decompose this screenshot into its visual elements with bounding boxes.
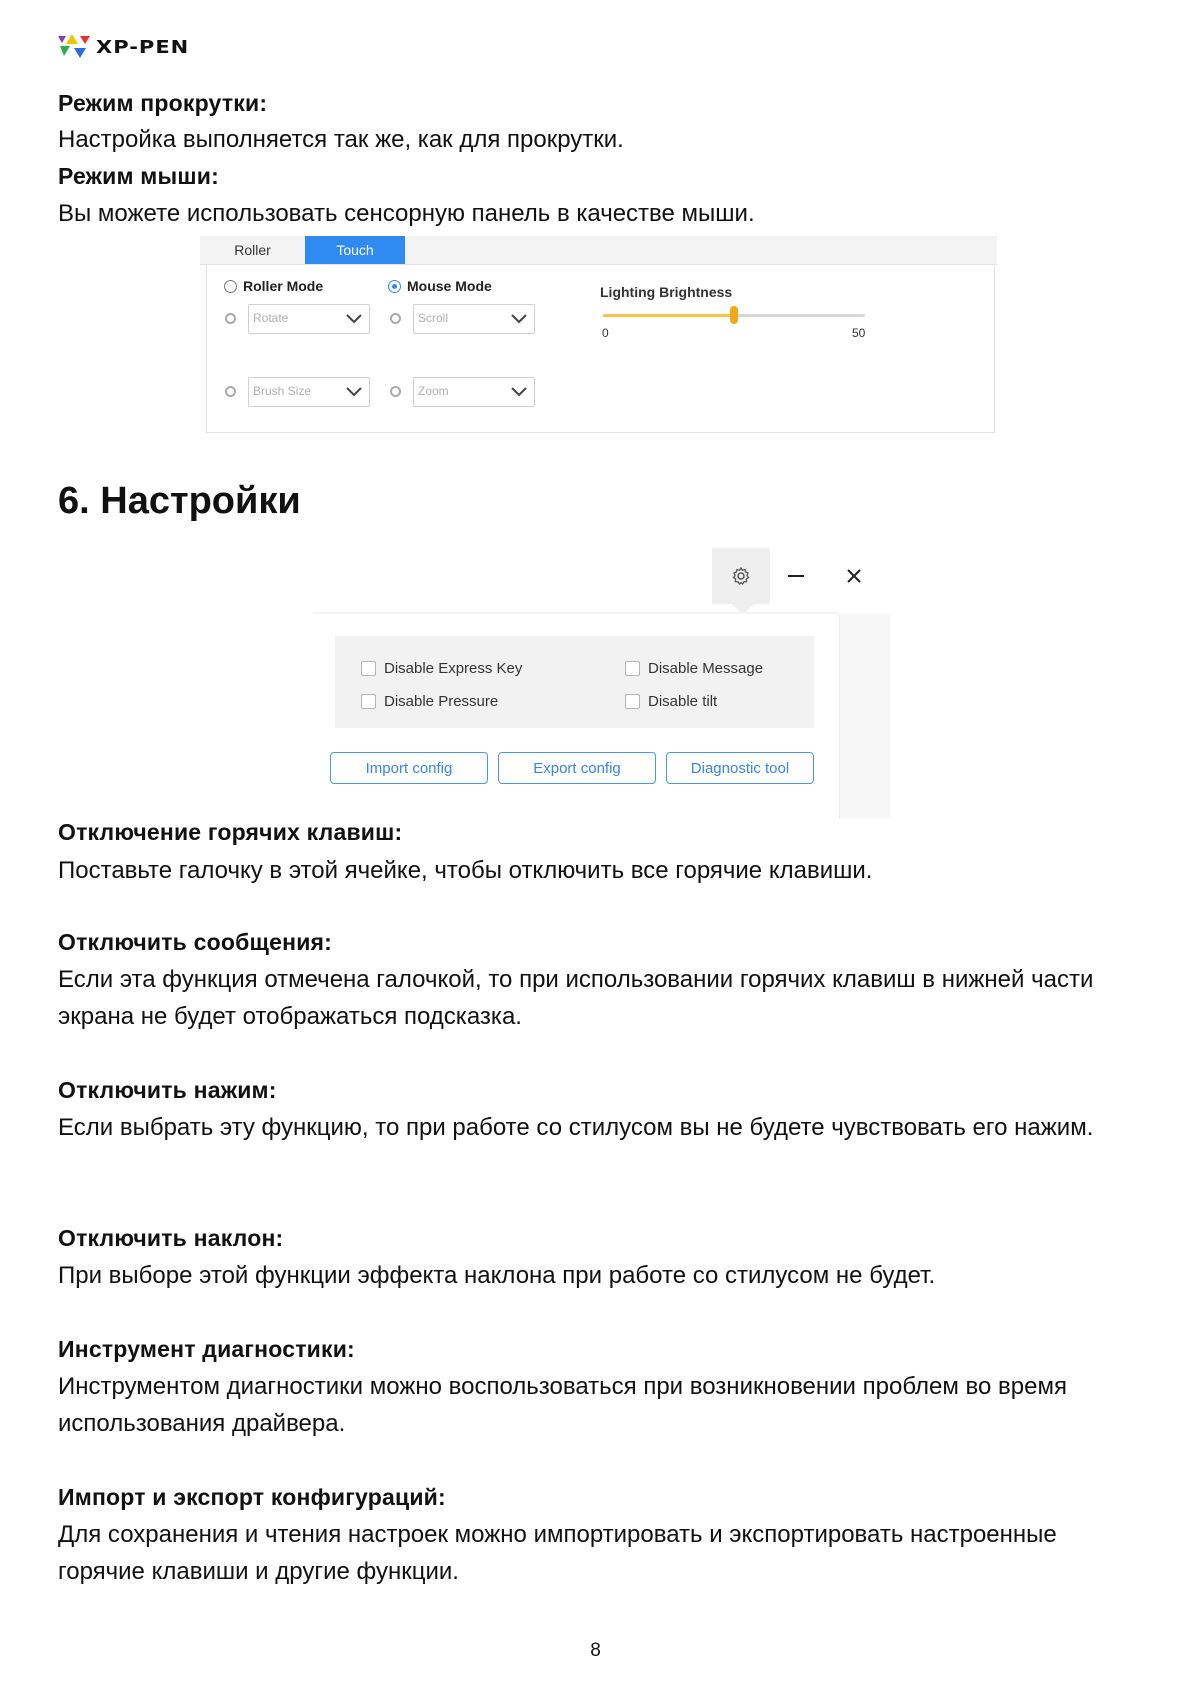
window-side-panel [839,614,890,818]
gear-icon [731,566,751,586]
radio-selected-icon [388,280,401,293]
diagnostic-text: Инструментом диагностики можно воспользоваться при возникновении проблем во время использования драйвера. [58,1373,1067,1437]
lighting-brightness-slider[interactable] [603,314,865,317]
xp-pen-logo-icon [58,32,92,62]
select-value: Zoom [418,384,449,398]
pressure-heading: Отключить нажим: [58,1077,277,1103]
disable-message-checkbox[interactable] [625,660,763,677]
settings-popover [313,614,839,818]
slider-max-label: 50 [852,326,866,340]
scroll-select[interactable] [413,304,535,334]
page-number: 8 [590,1640,601,1661]
mouse-mode-radio[interactable] [388,278,492,294]
option-dot-icon [390,313,401,324]
settings-button[interactable] [712,548,770,604]
select-value: Brush Size [253,384,312,398]
touch-settings-panel [200,236,997,436]
express-key-text: Поставьте галочку в этой ячейке, чтобы отключить все горячие клавиши. [58,857,873,884]
tab-roller[interactable]: Roller [234,242,271,258]
option-dot-icon [225,386,236,397]
message-text: Если эта функция отмечена галочкой, то при использовании горячих клавиш в нижней части экрана не будет отображаться подсказка. [58,966,1094,1030]
option-dot-icon [225,313,236,324]
close-icon [845,567,863,585]
chevron-down-icon [511,314,527,324]
slider-fill [603,314,734,317]
settings-window [313,548,889,818]
import-export-text: Для сохранения и чтения настроек можно импортировать и экспортировать настроенные горячие клавиши и другие функции. [58,1521,1057,1585]
mouse-mode-text: Вы можете использовать сенсорную панель в качестве мыши. [58,200,755,227]
checkbox-label: Disable Message [648,660,764,677]
checkbox-icon [361,694,376,709]
window-controls [313,548,889,604]
export-config-button[interactable]: Export config [498,752,656,784]
checkbox-icon [361,661,376,676]
scroll-mode-text: Настройка выполняется так же, как для прокрутки. [58,126,624,153]
checkbox-label: Disable tilt [648,693,718,710]
checkbox-icon [625,694,640,709]
chevron-down-icon [346,387,362,397]
select-value: Rotate [253,311,289,325]
disable-pressure-checkbox[interactable] [361,693,498,710]
zoom-select[interactable] [413,377,535,407]
option-dot-icon [390,386,401,397]
roller-mode-radio[interactable] [224,278,323,294]
brush-size-select[interactable] [248,377,370,407]
slider-min-label: 0 [602,326,609,340]
checkbox-label: Disable Pressure [384,693,499,710]
chevron-down-icon [346,314,362,324]
settings-options [335,636,814,728]
mouse-mode-heading: Режим мыши: [58,163,219,189]
message-heading: Отключить сообщения: [58,929,333,955]
mouse-mode-label: Mouse Mode [407,278,492,294]
pressure-text: Если выбрать эту функцию, то при работе со стилусом вы не будете чувствовать его нажим. [58,1114,1094,1141]
minimize-icon [787,567,805,585]
minimize-button[interactable] [767,548,825,604]
slider-handle[interactable] [730,306,738,324]
express-key-heading: Отключение горячих клавиш: [58,819,403,845]
checkbox-icon [625,661,640,676]
section-title: 6. Настройки [58,480,301,522]
roller-mode-label: Roller Mode [243,278,324,294]
diagnostic-heading: Инструмент диагностики: [58,1336,355,1362]
select-value: Scroll [418,311,449,325]
disable-tilt-checkbox[interactable] [625,693,717,710]
logo-text: XP-PEN [96,36,190,58]
scroll-mode-heading: Режим прокрутки: [58,90,268,116]
diagnostic-tool-button[interactable]: Diagnostic tool [666,752,814,784]
lighting-brightness-title: Lighting Brightness [600,284,733,300]
checkbox-label: Disable Express Key [384,660,523,677]
close-button[interactable] [825,548,883,604]
radio-icon [224,280,237,293]
disable-express-key-checkbox[interactable] [361,660,522,677]
tilt-text: При выборе этой функции эффекта наклона при работе со стилусом не будет. [58,1262,936,1289]
touch-tabs [200,236,997,265]
brand-logo [58,32,189,62]
rotate-select[interactable] [248,304,370,334]
tab-touch[interactable]: Touch [305,236,405,264]
tilt-heading: Отключить наклон: [58,1225,284,1251]
chevron-down-icon [511,387,527,397]
import-export-heading: Импорт и экспорт конфигураций: [58,1484,446,1510]
import-config-button[interactable]: Import config [330,752,488,784]
